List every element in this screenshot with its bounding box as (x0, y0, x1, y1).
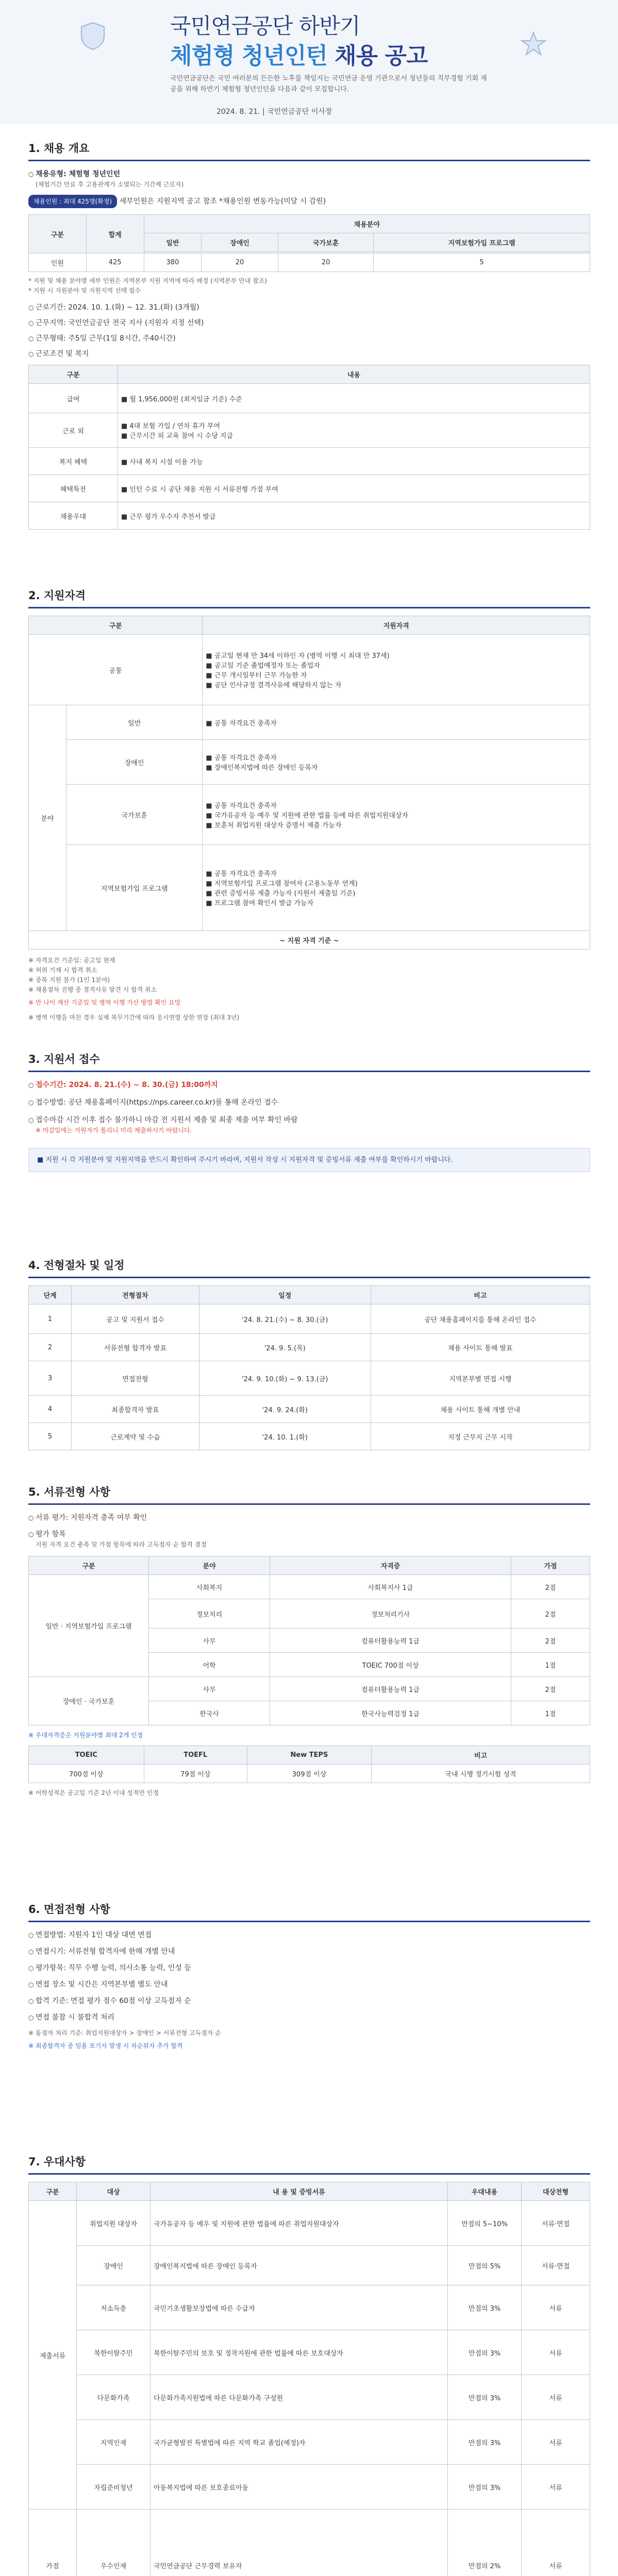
td: 한국사능력검정 1급 (270, 1701, 511, 1725)
td: 자립준비청년 (77, 2465, 151, 2510)
td: 복지 혜택 (29, 448, 118, 475)
header-title-line1: 국민연금공단 하반기 (170, 13, 360, 39)
td: 국민연금공단 근무경력 보유자 (151, 2510, 448, 2576)
th: 우대내용 (448, 2182, 522, 2201)
td: 2점 (511, 1599, 590, 1629)
td: TOEIC 700점 이상 (270, 1653, 511, 1677)
td: 아동복지법에 따른 보호종료아동 (151, 2465, 448, 2510)
recruit-table (28, 214, 590, 272)
bullet: ○ 면접 장소 및 시간은 지역본부별 별도 안내 (28, 1979, 590, 1990)
bullet-sub: (체험기간 만료 후 고용관계가 소멸되는 기간제 근로자) (36, 181, 184, 188)
td: 만점의 5~10% (448, 2201, 522, 2246)
shield-icon (77, 21, 108, 52)
td: '24. 8. 21.(수) ~ 8. 30.(금) (199, 1304, 371, 1334)
td: 국내 시행 정기시험 성적 (372, 1765, 590, 1783)
bullet-sub: 지원 자격 요건 충족 및 가점 항목에 따라 고득점자 순 합격 결정 (36, 1541, 207, 1548)
section-title: 5. 서류전형 사항 (28, 1484, 590, 1505)
td: 사회복지사 1급 (270, 1575, 511, 1599)
td: 만점의 3% (448, 2285, 522, 2330)
th: 구분 (29, 616, 203, 635)
th: 장애인 (202, 233, 278, 252)
td: 2점 (511, 1677, 590, 1701)
th: TOEIC (29, 1746, 144, 1765)
td: ■ 공고일 현재 만 34세 이하인 자 (병역 이행 시 최대 만 37세) ■ 공고일 기준 졸업예정자 또는 졸업자 ■ 근무 개시일부터 근무 가능한 자 ■ 공단 인사규정 결격사유에 해당하지 않는 자 (203, 635, 590, 705)
th: 내 용 및 증빙서류 (151, 2182, 448, 2201)
td: 면접전형 (72, 1361, 199, 1396)
td: 서류·면접 (522, 2246, 590, 2285)
td: ■ 인턴 수료 시 공단 채용 지원 시 서류전형 가점 부여 (118, 475, 590, 502)
hero-banner (0, 0, 618, 124)
td: 4 (29, 1396, 72, 1423)
td: 인원 (29, 253, 87, 272)
td: 700점 이상 (29, 1765, 144, 1783)
bullet: ○ 접수방법: 공단 채용홈페이지(https://nps.career.co.kr)를 통해 온라인 접수 (28, 1097, 590, 1108)
section-schedule (28, 1257, 590, 1450)
td: 309점 이상 (247, 1765, 371, 1783)
th: 국가보훈 (278, 233, 373, 252)
td: 혜택특전 (29, 475, 118, 502)
note: ※ 허위 기재 시 합격 취소 (28, 967, 97, 974)
bullet: ○ 근로조건 및 복지 (28, 348, 590, 360)
td: 채용우대 (29, 502, 118, 530)
td: 서류 (522, 2420, 590, 2465)
th: 비고 (371, 1286, 590, 1304)
warning: ※ 만 나이 계산 기준일 및 병역 이행 가산 방법 확인 요망 (28, 999, 181, 1006)
note: ※ 자격요건 기준일: 공고일 현재 (28, 957, 115, 964)
td: 만점의 3% (448, 2465, 522, 2510)
bullet: ○ 평가항목: 직무 수행 능력, 의사소통 능력, 인성 등 (28, 1962, 590, 1974)
th: 자격증 (270, 1556, 511, 1575)
td: 만점의 2% (448, 2510, 522, 2576)
section-preferences (28, 2154, 590, 2576)
td: 서류 (522, 2510, 590, 2576)
td: 북한이탈주민 (77, 2330, 151, 2375)
header-lead: 국민연금공단은 국민 여러분의 든든한 노후를 책임지는 국민연금 운영 기관으로서 청년들의 직무경험 기회 제공을 위해 하반기 체험형 청년인턴을 다음과 같이 모집합니다. (170, 75, 487, 93)
td: 지역보험가입 프로그램 (66, 845, 203, 931)
section-interview (28, 1901, 590, 2051)
th: 구분 (29, 2182, 77, 2201)
bullet: ○ 접수마감 시간 이후 접수 불가하니 마감 전 지원서 제출 및 최종 제출 여부 확인 바람 (28, 1114, 590, 1126)
recruit-count-line (28, 195, 590, 208)
td: 만점의 3% (448, 2375, 522, 2420)
td: '24. 9. 24.(화) (199, 1396, 371, 1423)
td: ■ 공통 자격요건 충족자 ■ 지역보험가입 프로그램 참여자 (고용노동부 연계) ■ 관련 증빙서류 제출 가능자 (지원서 제출일 기준) ■ 프로그램 참여 확인서 발급 가능자 (203, 845, 590, 931)
th: 단계 (29, 1286, 72, 1304)
td: 20 (278, 253, 373, 272)
td: 지역본부별 면접 시행 (371, 1361, 590, 1396)
td: 1점 (511, 1653, 590, 1677)
td: 지정 근무지 근무 시작 (371, 1423, 590, 1450)
th: 대상전형 (522, 2182, 590, 2201)
td: 서류·면접 (522, 2201, 590, 2246)
td: 국가균형발전 특별법에 따른 지역 학교 졸업(예정)자 (151, 2420, 448, 2465)
th: 지원자격 (203, 616, 590, 635)
td: 1점 (511, 1701, 590, 1725)
td: 장애인 · 국가보훈 (29, 1677, 149, 1725)
td: 만점의 3% (448, 2420, 522, 2465)
td: 국가유공자 등 예우 및 지원에 관한 법률에 따른 취업지원대상자 (151, 2201, 448, 2246)
td: 2 (29, 1334, 72, 1361)
td: ■ 월 1,956,000원 (최저임금 기준) 수준 (118, 384, 590, 413)
th: 내용 (118, 365, 590, 384)
bullet: ○ 근무지역: 국민연금공단 전국 지사 (지원자 지정 선택) (28, 317, 590, 329)
td: 채용 사이트 통해 발표 (371, 1334, 590, 1361)
td: 한국사 (149, 1701, 270, 1725)
note: * 지원 시 지원분야 및 지원지역 선택 필수 (28, 287, 141, 294)
td: 취업지원 대상자 (77, 2201, 151, 2246)
td: ■ 공통 자격요건 충족자 (203, 705, 590, 740)
td: 1 (29, 1304, 72, 1334)
td: 북한이탈주민의 보호 및 정착지원에 관한 법률에 따른 보호대상자 (151, 2330, 448, 2375)
td: 다문화가족 (77, 2375, 151, 2420)
td: 장애인 (66, 740, 203, 785)
td: 425 (86, 253, 144, 272)
td: 공통 (29, 635, 203, 705)
td: ■ 공통 자격요건 충족자 ■ 장애인복지법에 따른 장애인 등록자 (203, 740, 590, 785)
section-eligibility (28, 587, 590, 1023)
td: 국가보훈 (66, 785, 203, 845)
td: 공단 채용홈페이지를 통해 온라인 접수 (371, 1304, 590, 1334)
td: 서류 (522, 2375, 590, 2420)
td: 만점의 3% (448, 2330, 522, 2375)
td: 가점 (29, 2510, 77, 2576)
td: 정보처리기사 (270, 1599, 511, 1629)
recruit-count-pill: 채용인원 : 최대 425명(확정) (28, 195, 117, 208)
td: 다문화가족지원법에 따른 다문화가족 구성원 (151, 2375, 448, 2420)
cert-table (28, 1556, 590, 1725)
note: ※ 우대자격증은 지원분야별 최대 2개 인정 (28, 1732, 143, 1739)
td: '24. 9. 5.(목) (199, 1334, 371, 1361)
td: 2점 (511, 1575, 590, 1599)
note: ※ 병역 이행을 마친 경우 실제 복무기간에 따라 응시연령 상한 연장 (최대 3년) (28, 1014, 239, 1021)
td: 79점 이상 (144, 1765, 247, 1783)
td: 최종합격자 발표 (72, 1396, 199, 1423)
conditions-table (28, 365, 590, 530)
td: ~ 지원 자격 기준 ~ (29, 931, 590, 950)
td: 컴퓨터활용능력 1급 (270, 1677, 511, 1701)
td: 장애인복지법에 따른 장애인 등록자 (151, 2246, 448, 2285)
header-title-rest: 채용 공고 (327, 43, 428, 69)
td: 서류 (522, 2465, 590, 2510)
star-icon (521, 31, 546, 57)
section-title: 4. 전형절차 및 일정 (28, 1257, 590, 1278)
td: '24. 10. 1.(화) (199, 1423, 371, 1450)
th: 일반 (144, 233, 202, 252)
header-title-line2 (170, 37, 428, 70)
td: ■ 사내 복지 시설 이용 가능 (118, 448, 590, 475)
section-recruitment-overview (28, 140, 590, 530)
note: ※ 중복 지원 불가 (1인 1분야) (28, 976, 110, 984)
td: 5 (29, 1423, 72, 1450)
note: ※ 동점자 처리 기준: 취업지원대상자 > 장애인 > 서류전형 고득점자 순 (28, 2029, 221, 2037)
section-title: 7. 우대사항 (28, 2154, 590, 2175)
note: ※ 최종합격자 중 임용 포기자 발생 시 차순위자 추가 합격 (28, 2042, 183, 2049)
td: 분야 (29, 705, 66, 931)
bullet: ○ 평가 항목 (28, 1529, 590, 1540)
eligibility-table (28, 616, 590, 950)
th: 전형절차 (72, 1286, 199, 1304)
td: 3 (29, 1361, 72, 1396)
header-title-accent: 체험형 청년인턴 (170, 43, 327, 69)
note: ※ 마감일에는 지원자가 몰리니 미리 제출하시기 바랍니다. (36, 1127, 192, 1134)
td: 사무 (149, 1629, 270, 1653)
th: New TEPS (247, 1746, 371, 1765)
section-title: 3. 지원서 접수 (28, 1051, 590, 1072)
note: ※ 어학성적은 공고일 기준 2년 이내 성적만 인정 (28, 1789, 159, 1797)
bullet: ○ 서류 평가: 지원자격 충족 여부 확인 (28, 1512, 590, 1523)
td: 저소득층 (77, 2285, 151, 2330)
section-application (28, 1051, 590, 1172)
td: 어학 (149, 1653, 270, 1677)
bullet: ○ 근로기간: 2024. 10. 1.(화) ~ 12. 31.(화) (3개월) (28, 302, 590, 313)
bullet: ○ 면접 불참 시 불합격 처리 (28, 2012, 590, 2023)
th: 지역보험가입 프로그램 (374, 233, 590, 252)
td: 급여 (29, 384, 118, 413)
td: 사무 (149, 1677, 270, 1701)
section-title: 2. 지원자격 (28, 587, 590, 608)
section-document-screening (28, 1484, 590, 1798)
td: 380 (144, 253, 202, 272)
td: ■ 4대 보험 가입 / 연차 휴가 부여 ■ 근무시간 외 교육 참여 시 수당 지급 (118, 413, 590, 448)
preference-table (28, 2182, 590, 2576)
td: 지역인재 (77, 2420, 151, 2465)
td: 서류전형 합격자 발표 (72, 1334, 199, 1361)
td: 장애인 (77, 2246, 151, 2285)
bullet: ○ 면접방법: 지원자 1인 대상 대면 면접 (28, 1929, 590, 1941)
th: 채용분야 (144, 215, 590, 233)
td: 일반 (66, 705, 203, 740)
th: 합계 (86, 215, 144, 253)
notice-box: ■ 지원 시 각 지원분야 및 지원지역을 반드시 확인하여 주시기 바라며, 지원서 작성 시 지원자격 및 증빙서류 제출 여부를 확인하시기 바랍니다. (28, 1148, 590, 1172)
th: 구분 (29, 365, 118, 384)
bullet: ○ 면접시기: 서류전형 합격자에 한해 개별 안내 (28, 1946, 590, 1957)
td: 정보처리 (149, 1599, 270, 1629)
bullet: ○ 근무형태: 주5일 근무(1일 8시간, 주40시간) (28, 333, 590, 344)
td: ■ 근무 평가 우수자 추천서 발급 (118, 502, 590, 530)
note: * 지원 및 채용 분야별 세부 인원은 지역본부 지원 지역에 따라 배정 (지역본부 안내 참조) (28, 277, 267, 284)
th: 분야 (149, 1556, 270, 1575)
th: TOEFL (144, 1746, 247, 1765)
td: 제출서류 (29, 2201, 77, 2510)
td: 5 (374, 253, 590, 272)
th: 대상 (77, 2182, 151, 2201)
td: ■ 공통 자격요건 충족자 ■ 국가유공자 등 예우 및 지원에 관한 법률 등에 따른 취업지원대상자 ■ 보훈처 취업지원 대상자 증명서 제출 가능자 (203, 785, 590, 845)
td: 근로계약 및 수습 (72, 1423, 199, 1450)
th: 비고 (372, 1746, 590, 1765)
note: ※ 채용절차 진행 중 결격사유 발견 시 합격 취소 (28, 986, 157, 993)
td: '24. 9. 10.(화) ~ 9. 13.(금) (199, 1361, 371, 1396)
td: 채용 사이트 통해 개별 안내 (371, 1396, 590, 1423)
bullet: ○ 합격 기준: 면접 평가 점수 60점 이상 고득점자 순 (28, 1995, 590, 2007)
td: 만점의 5% (448, 2246, 522, 2285)
section-title: 1. 채용 개요 (28, 140, 590, 161)
td: 20 (202, 253, 278, 272)
recruit-count-note: 세부인원은 지원지역 공고 참조 *채용인원 변동가능(미달 시 감원) (119, 197, 326, 206)
td: 서류 (522, 2330, 590, 2375)
td: 서류 (522, 2285, 590, 2330)
th: 가점 (511, 1556, 590, 1575)
td: 2점 (511, 1629, 590, 1653)
td: 국민기초생활보장법에 따른 수급자 (151, 2285, 448, 2330)
bullet: ○ 접수기간: 2024. 8. 21.(수) ~ 8. 30.(금) 18:00까지 (28, 1079, 590, 1091)
bullet: ○ 채용유형: 체험형 청년인턴 (28, 168, 590, 180)
th: 일정 (199, 1286, 371, 1304)
header-meta: 2024. 8. 21. | 국민연금공단 이사장 (216, 108, 332, 116)
th: 구분 (29, 1556, 149, 1575)
td: 우수인재 (77, 2510, 151, 2576)
language-score-table (28, 1745, 590, 1783)
td: 컴퓨터활용능력 1급 (270, 1629, 511, 1653)
td: 공고 및 지원서 접수 (72, 1304, 199, 1334)
td: 일반 · 지역보험가입 프로그램 (29, 1575, 149, 1677)
schedule-table (28, 1285, 590, 1450)
th: 구분 (29, 215, 87, 253)
td: 사회복지 (149, 1575, 270, 1599)
td: 근로 외 (29, 413, 118, 448)
section-title: 6. 면접전형 사항 (28, 1901, 590, 1922)
